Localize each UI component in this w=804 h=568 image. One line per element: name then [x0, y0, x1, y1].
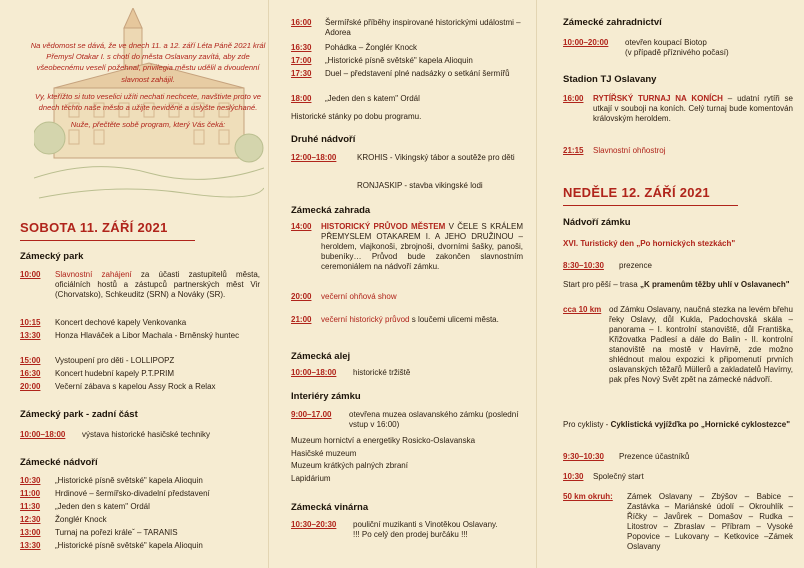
schedule-row [20, 502, 260, 512]
time: 18:00 [291, 94, 312, 103]
schedule-row [563, 492, 793, 552]
section-interiery: Interiéry zámku [291, 391, 361, 402]
event: „Historické písně světské" kapela Alioquin [325, 56, 473, 65]
time: 10:00 [20, 270, 41, 279]
start-cyclists-route: Cyklistická vyjížďka po „Hornické cyklostezce" [610, 420, 790, 429]
route-description: Zámek Oslavany – Zbýšov – Babice – Zastávka – Mariánské údolí – Okrouhlík – Říčky – Javůrek – Domašov – Rudka – Litostrov – Zbraslav – Příbram – Vysoké Popovice – Lukovany – Ketkovice –Zámek Oslavany [627, 492, 793, 551]
route-length: cca 10 km [563, 305, 602, 314]
time: 11:30 [20, 502, 41, 511]
time: 17:30 [291, 69, 312, 78]
time: 10:00–20:00 [563, 38, 609, 47]
day-heading-sunday: NEDĚLE 12. ZÁŘÍ 2021 [563, 185, 710, 200]
event: „Historické písně světské" kapela Alioquin [55, 476, 203, 485]
museum-list [291, 435, 523, 485]
section-nadvori-zamku: Nádvoří zámku [563, 217, 631, 228]
schedule-row [20, 489, 260, 499]
column-2 [268, 0, 536, 568]
event: Večerní zábava s kapelou Assy Rock a Relax [55, 382, 216, 391]
schedule-row [563, 472, 793, 482]
start-walkers-label: Start pro pěší – trasa [563, 280, 638, 289]
time: 10:30 [563, 472, 584, 481]
schedule-row [20, 430, 260, 440]
event-text: V ČELE S KRÁLEM PŘEMYSLEM OTAKAREM I. A JEHO DRUŽINOU – heroldem, vlajkonoši, zbrojnoši, dvorními šašky, panoši, bubeníky… Průvod bude zakončen slavnostním ceremoniálem na nádvoří zámku. [321, 222, 523, 271]
event: večerní ohňová show [321, 292, 397, 301]
event: Slavnostní ohňostroj [593, 146, 666, 155]
route-length: 50 km okruh: [563, 492, 613, 501]
time: 20:00 [20, 382, 41, 391]
time: 10:00–18:00 [20, 430, 66, 439]
time: 20:00 [291, 292, 312, 301]
section-druhe-nadvori: Druhé nádvoří [291, 134, 356, 145]
schedule-row [291, 520, 523, 540]
event [593, 94, 793, 124]
schedule-row [563, 452, 793, 462]
time: 13:30 [20, 541, 41, 550]
event: „Jeden den s katem" Ordál [325, 94, 420, 103]
time: 21:15 [563, 146, 584, 155]
event-text: pouliční muzikanti s Vinotěkou Oslavany. [353, 520, 498, 529]
schedule-row [563, 261, 793, 271]
schedule-row [291, 56, 523, 66]
intro-block [14, 0, 264, 210]
schedule-row [291, 153, 523, 163]
schedule-row [291, 69, 523, 79]
time: 12:30 [20, 515, 41, 524]
schedule-row [20, 476, 260, 486]
time: 16:30 [291, 43, 312, 52]
schedule-row [20, 515, 260, 525]
time: 16:00 [291, 18, 312, 27]
schedule-row [20, 382, 260, 392]
event-highlight: RYTÍŘSKÝ TURNAJ NA KONÍCH [593, 94, 723, 103]
list-item: Hasičské muzeum [291, 448, 357, 458]
event: „Historické písně světské" kapela Alioquin [55, 541, 203, 550]
section-zamecky-park: Zámecký park [20, 251, 84, 262]
event: Šermířské příběhy inspirované historickými událostmi – Adorea [325, 18, 521, 37]
start-cyclists [563, 420, 793, 430]
event: Honza Hlaváček a Libor Machala - Brněnský huntec [55, 331, 240, 340]
event: historické tržiště [353, 368, 411, 377]
schedule-row [20, 369, 260, 379]
list-item: Muzeum krátkých palných zbraní [291, 461, 408, 470]
section-zamecka-vinarna: Zámecká vinárna [291, 502, 369, 513]
schedule-row [20, 318, 260, 328]
event: prezence [619, 261, 652, 270]
start-cyclists-label: Pro cyklisty - [563, 420, 609, 429]
schedule-row [291, 43, 523, 53]
schedule-row [291, 18, 523, 38]
schedule-row [291, 292, 523, 302]
day-underline [563, 205, 738, 206]
time: 15:00 [20, 356, 41, 365]
event [321, 315, 523, 325]
event: otevřena muzea oslavanského zámku (poslední vstup v 16:00) [349, 410, 519, 429]
time: 9:30–10:30 [563, 452, 604, 461]
event: Pohádka – Žonglér Knock [325, 43, 418, 52]
time: 11:00 [20, 489, 41, 498]
section-zamecke-zahradnictvi: Zámecké zahradnictví [563, 17, 662, 28]
section-zamecky-park-zadni: Zámecký park - zadní část [20, 409, 138, 420]
event: Prezence účastníků [619, 452, 690, 461]
event [55, 270, 260, 300]
start-walkers-route: „K pramenům těžby uhlí v Oslavanech" [639, 280, 790, 289]
schedule-row [20, 541, 260, 551]
time: 10:30–20:30 [291, 520, 337, 529]
route-description: od Zámku Oslavany, naučná stezka na levém břehu řeky Oslavy, důl Kukla, Padochovská skála – panorama – I. kontrolní stanoviště, důl Františka, Křižovatka Padlesí a dále do Balin - II. kontrolní stanoviště na mostě v Havírně, zde možno shlédnout malou expozici k připomenutí prvních oslavanských těžařů Müllerů a zakladatelů Havírny, pak přes Nový Svět zpět na zámecké nádvoří. [609, 305, 793, 384]
section-zamecka-alej: Zámecká alej [291, 351, 351, 362]
event-text-2: !!! Po celý den prodej burčáku !!! [353, 530, 468, 539]
section-zamecke-nadvori: Zámecké nádvoří [20, 457, 98, 468]
event: „Jeden den s katem" Ordál [55, 502, 150, 511]
time: 12:00–18:00 [291, 153, 337, 162]
event: Hrdinové – šermířsko-divadelní představení [55, 489, 210, 498]
event: KROHIS - Vikingský tábor a soutěže pro děti [357, 153, 515, 162]
day-heading-saturday: SOBOTA 11. ZÁŘÍ 2021 [20, 220, 168, 235]
time: 21:00 [291, 315, 312, 324]
time: 13:30 [20, 331, 41, 340]
note-stanky: Historické stánky po dobu programu. [291, 112, 422, 121]
event: Turnaj na pořezi králeˇ – TARANIS [55, 528, 178, 537]
event-highlight: večerní historický průvod [321, 315, 410, 324]
schedule-row [20, 270, 260, 300]
schedule-row [563, 38, 793, 58]
event: Žonglér Knock [55, 515, 107, 524]
time: 17:00 [291, 56, 312, 65]
schedule-row [291, 315, 523, 325]
schedule-row [20, 331, 260, 341]
time: 13:00 [20, 528, 41, 537]
time: 16:30 [20, 369, 41, 378]
section-zamecka-zahrada: Zámecká zahrada [291, 205, 371, 216]
event [625, 38, 793, 58]
event: Duel – představení plné nadsázky o setkání šermířů [325, 69, 510, 78]
event: Vystoupení pro děti - LOLLIPOPZ [55, 356, 175, 365]
event: Koncert hudební kapely P.T.PRIM [55, 369, 175, 378]
schedule-row [20, 356, 260, 366]
event [321, 222, 523, 272]
intro-text [26, 40, 270, 136]
event-highlight: Slavnostní zahájení [55, 270, 132, 279]
event [353, 520, 523, 540]
list-item: Muzeum hornictví a energetiky Rosicko-Oslavanska [291, 436, 476, 445]
intro-paragraph-2: Vy, kteřížto si tuto veselici užíti nechati nechcete, navštivte proto ve dnech těchto naše město a užijte neviděné a uslyšte neslýchané. [35, 91, 261, 113]
intro-paragraph-1: Na vědomost se dává, že ve dnech 11. a 12. září Léta Páně 2021 král Přemysl Otakar I. s chotí do města Oslavany zavítá, aby zde všeobecnému veselí požehnal, privilegia městu udělil a dvoudenní slavnost zahájil. [30, 41, 266, 84]
day-underline [20, 240, 195, 241]
schedule-row [20, 528, 260, 538]
event: Koncert dechové kapely Venkovanka [55, 318, 187, 327]
time: 14:00 [291, 222, 312, 231]
time: 16:00 [563, 94, 584, 103]
time: 8:30–10:30 [563, 261, 604, 270]
time: 10:00–18:00 [291, 368, 337, 377]
schedule-row [563, 146, 793, 156]
intro-paragraph-3: Nuže, přečtěte sobě program, který Vás čeká: [70, 120, 226, 130]
schedule-row [291, 368, 523, 378]
schedule-row [291, 410, 523, 430]
section-stadion: Stadion TJ Oslavany [563, 74, 657, 85]
subheading-turisticky-den: XVI. Turistický den „Po hornických stezkách" [563, 239, 736, 248]
event-text: za účasti zastupitelů města, oficiálních hostů a zástupců partnerských měst Vir (Chorvatsko), Schkeuditz (SRN) a Nováky (SR). [55, 270, 260, 299]
event: výstava historické hasičské techniky [82, 430, 211, 439]
schedule-row [291, 94, 523, 104]
event: Společný start [593, 472, 644, 481]
time: 10:30 [20, 476, 41, 485]
list-item: Lapidárium [291, 473, 331, 483]
event-text-2: (v případě příznivého počasí) [625, 48, 729, 57]
schedule-row [291, 222, 523, 272]
event-highlight: HISTORICKÝ PRŮVOD MĚSTEM [321, 222, 446, 231]
time: 9:00–17.00 [291, 410, 332, 419]
schedule-row [563, 305, 793, 385]
column-3 [536, 0, 804, 568]
time: 10:15 [20, 318, 41, 327]
start-walkers [563, 280, 793, 290]
schedule-row [563, 94, 793, 124]
event-text: otevřen koupací Biotop [625, 38, 707, 47]
event-text: s loučemi ulicemi města. [411, 315, 499, 324]
event: RONJASKIP - stavba vikingské lodi [357, 181, 483, 190]
event-text: – udatní rytíři se utkají v souboji na koních. Celý turnaj bude komentován královským heroldem. [593, 94, 793, 123]
column-1 [0, 0, 268, 568]
